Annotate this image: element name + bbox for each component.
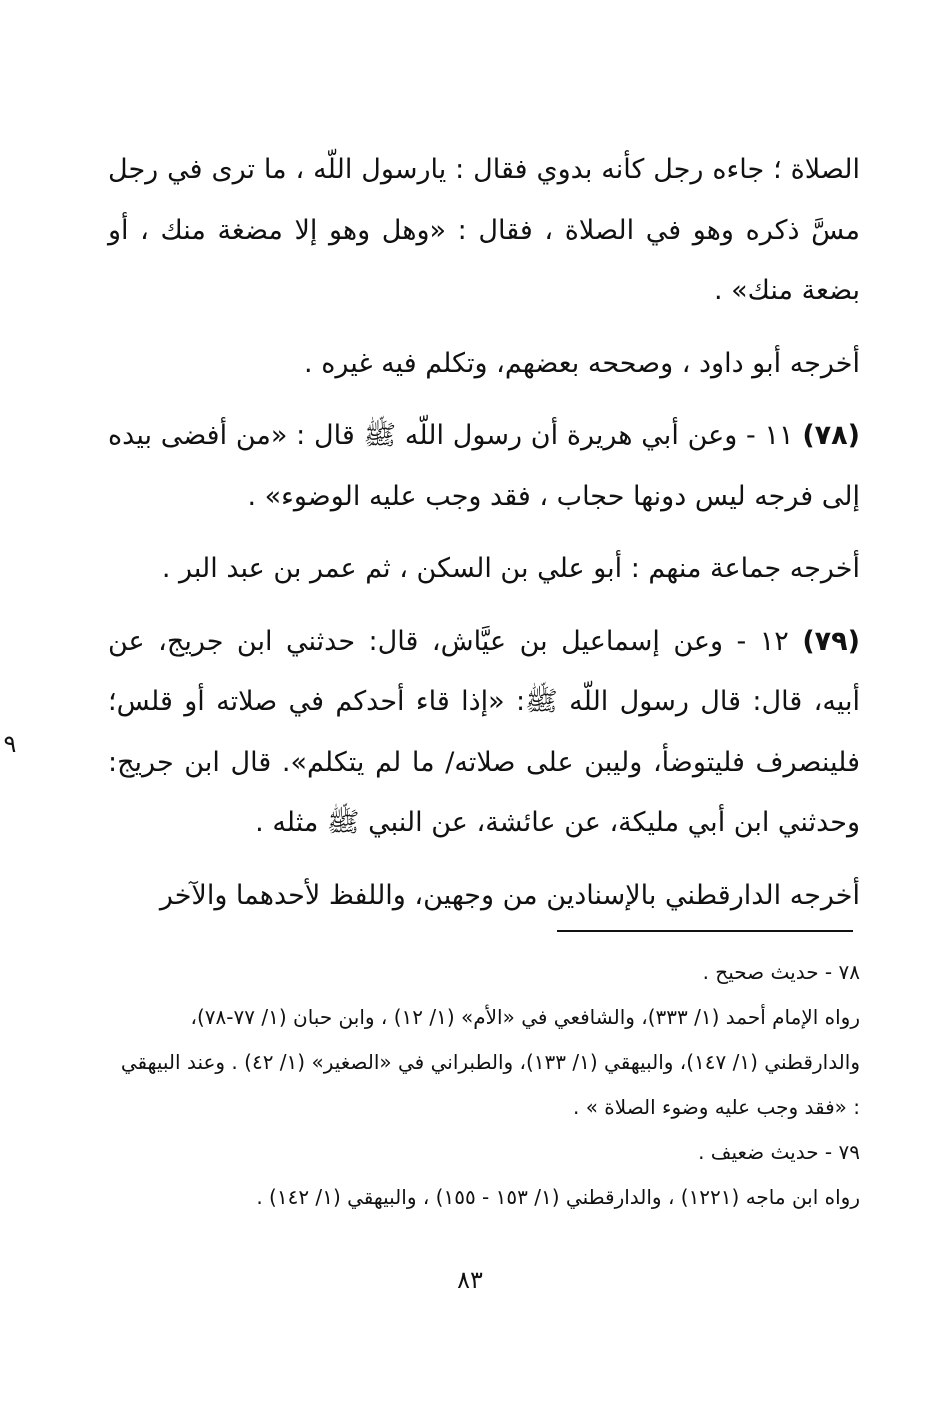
page-number: ٨٣ [457, 1266, 483, 1294]
hadith-78-text: ١١ - وعن أبي هريرة أن رسول اللّه ﷺ قال : «من أفضى بيده إلى فرجه ليس دونها حجاب ، فقد وجب عليه الوضوء» . [108, 420, 860, 512]
hadith-79 [108, 612, 860, 854]
hadith-79-number: (٧٩) [802, 625, 860, 657]
footnote-78-sources: رواه الإمام أحمد (١/ ٣٣٣)، والشافعي في «الأم» (١/ ١٢) ، وابن حبان (١/ ٧٧-٧٨)، والدارقطني (١/ ١٤٧)، والبيهقي (١/ ١٣٣)، والطبراني في «الصغير» (١/ ٤٢) . وعند البيهقي : «فقد وجب عليه وضوء الصلاة » . [120, 1005, 860, 1119]
paragraph-takhrij-1: أخرجه أبو داود ، وصححه بعضهم، وتكلم فيه غيره . [304, 347, 860, 379]
footnote-78-grade: ٧٨ - حديث صحيح . [702, 960, 860, 984]
paragraph-takhrij-3: أخرجه الدارقطني بالإسنادين من وجهين، واللفظ لأحدهما والآخر [159, 879, 860, 911]
paragraph-continuation: الصلاة ؛ جاءه رجل كأنه بدوي فقال : يارسول اللّه ، ما ترى في رجل مسَّ ذكره وهو في الصلاة ، فقال : «وهل وهو إلا مضغة منك ، أو بضعة منك» . [108, 154, 860, 306]
margin-folio-mark: ٩ [3, 730, 17, 758]
footnotes [108, 950, 860, 1220]
footnote-divider [557, 930, 853, 932]
hadith-79-text: ١٢ - وعن إسماعيل بن عيَّاش، قال: حدثني ابن جريج، عن أبيه، قال: قال رسول اللّه ﷺ: «إذا قاء أحدكم في صلاته أو قلس؛ فلينصرف فليتوضأ، وليبن على صلاته/ ما لم يتكلم». قال ابن جريج: وحدثني ابن أبي مليكة، عن عائشة، عن النبي ﷺ مثله . [108, 625, 860, 838]
footnote-79-grade: ٧٩ - حديث ضعيف . [698, 1140, 860, 1164]
main-text [108, 140, 860, 926]
paragraph-takhrij-2: أخرجه جماعة منهم : أبو علي بن السكن ، ثم عمر بن عبد البر . [161, 553, 860, 584]
footnote-79-sources: رواه ابن ماجه (١٢٢١) ، والدارقطني (١/ ١٥٣ - ١٥٥) ، والبيهقي (١/ ١٤٢) . [256, 1185, 860, 1209]
hadith-78-number: (٧٨) [802, 420, 860, 451]
hadith-78 [108, 406, 860, 527]
